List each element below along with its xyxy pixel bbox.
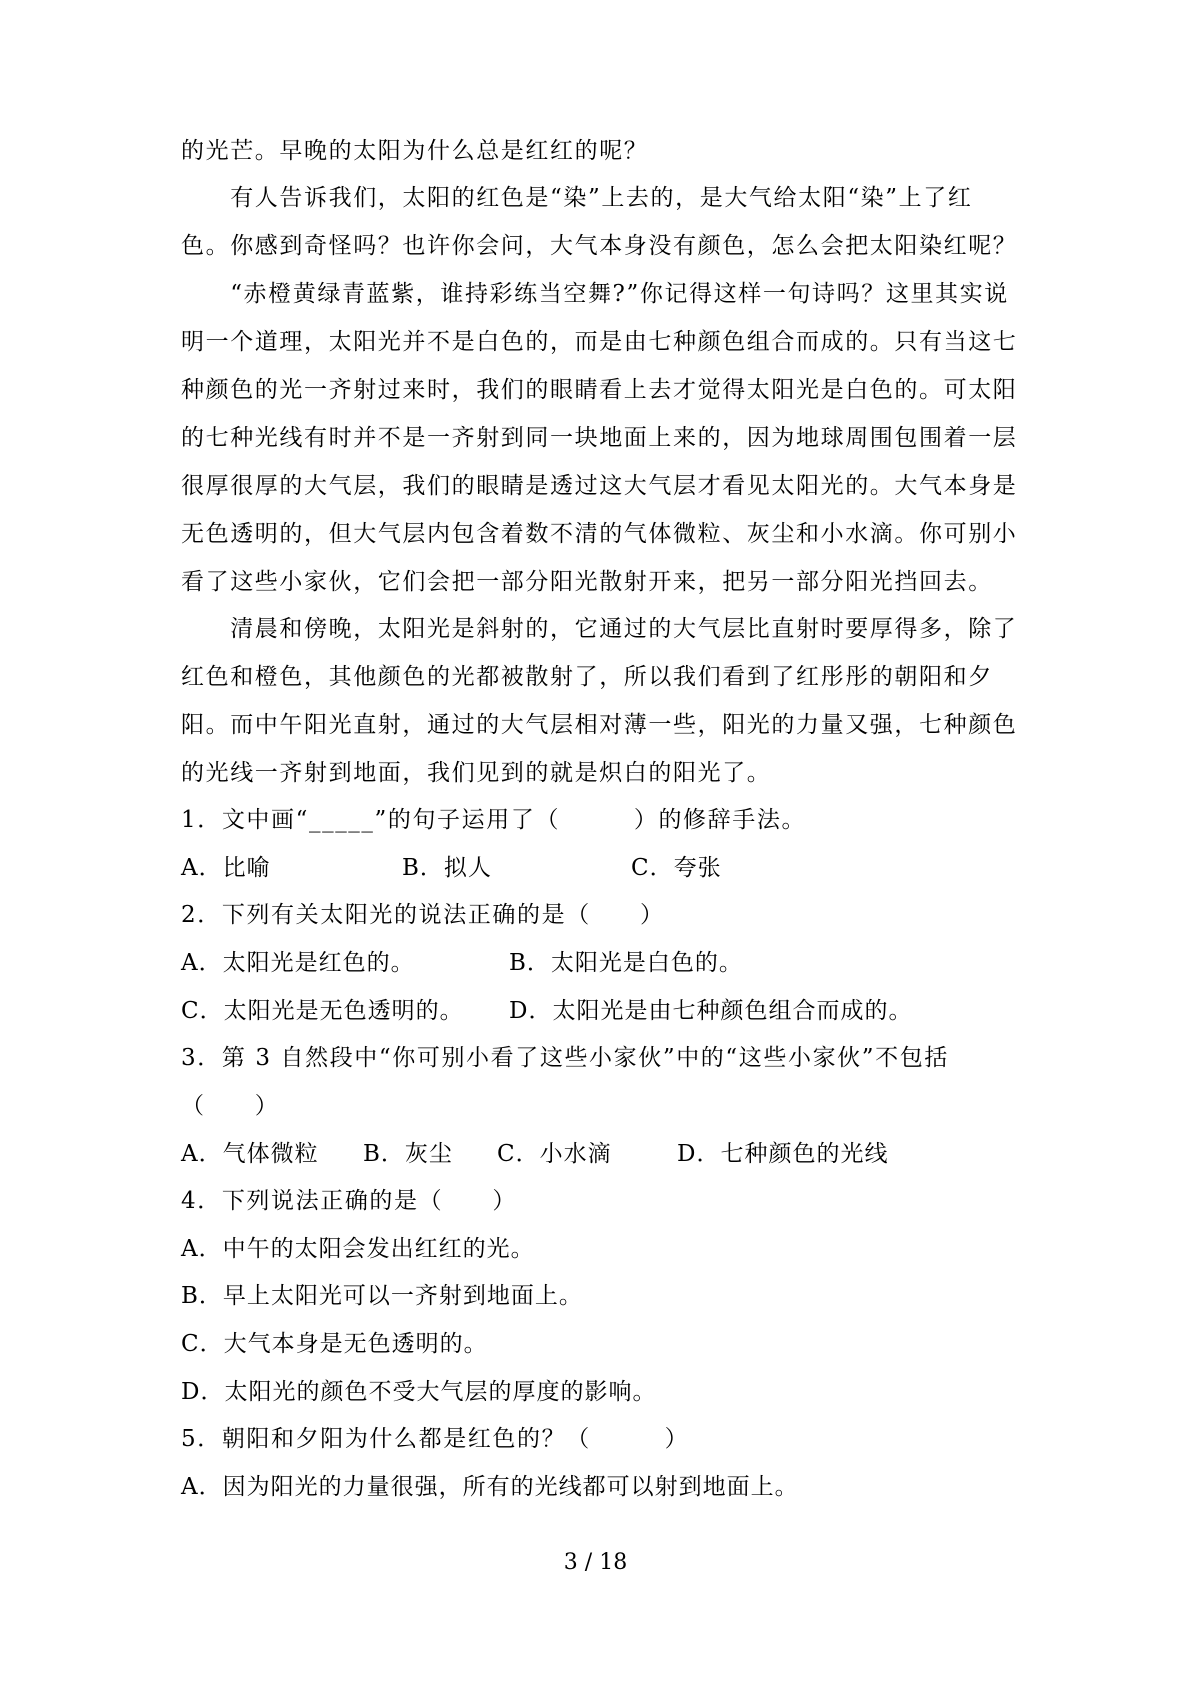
passage-line: 很厚很厚的大气层，我们的眼睛是透过这大气层才看见太阳光的。大气本身是 xyxy=(181,473,1018,499)
question-1-option-b: B．拟人 xyxy=(402,855,492,881)
passage-line: 种颜色的光一齐射过来时，我们的眼睛看上去才觉得太阳光是白色的。可太阳 xyxy=(181,377,1018,403)
question-4-option-c: C．大气本身是无色透明的。 xyxy=(181,1331,488,1357)
question-3-stem: 3．第 3 自然段中“你可别小看了这些小家伙”中的“这些小家伙”不包括 xyxy=(181,1045,949,1071)
passage-line: 的七种光线有时并不是一齐射到同一块地面上来的，因为地球周围包围着一层 xyxy=(181,425,1018,451)
question-5-option-a: A．因为阳光的力量很强，所有的光线都可以射到地面上。 xyxy=(181,1474,799,1500)
question-4-stem: 4．下列说法正确的是（ ） xyxy=(181,1188,518,1214)
passage-line: 红色和橙色，其他颜色的光都被散射了，所以我们看到了红彤彤的朝阳和夕 xyxy=(181,664,993,690)
question-2-option-c: C．太阳光是无色透明的。 xyxy=(181,998,464,1024)
passage-line: 的光线一齐射到地面，我们见到的就是炽白的阳光了。 xyxy=(181,760,772,786)
question-2-option-a: A．太阳光是红色的。 xyxy=(181,950,415,976)
question-5-stem: 5．朝阳和夕阳为什么都是红色的？（ ） xyxy=(181,1426,690,1452)
question-4-option-b: B．早上太阳光可以一齐射到地面上。 xyxy=(181,1283,583,1309)
question-2-option-d: D．太阳光是由七种颜色组合而成的。 xyxy=(509,998,913,1024)
passage-line: 的光芒。早晚的太阳为什么总是红红的呢？ xyxy=(181,138,649,164)
passage-line: 明一个道理，太阳光并不是白色的，而是由七种颜色组合而成的。只有当这七 xyxy=(181,329,1018,355)
passage-line: 有人告诉我们，太阳的红色是“染”上去的，是大气给太阳“染”上了红 xyxy=(181,185,973,211)
question-3-option-b: B．灰尘 xyxy=(363,1141,453,1167)
question-3-option-c: C．小水滴 xyxy=(497,1141,612,1167)
passage-line: “赤橙黄绿青蓝紫，谁持彩练当空舞?”你记得这样一句诗吗？这里其实说 xyxy=(181,281,1009,307)
question-1-option-a: A．比喻 xyxy=(181,855,271,881)
passage-line: 阳。而中午阳光直射，通过的大气层相对薄一些，阳光的力量又强，七种颜色 xyxy=(181,712,1018,738)
question-4-option-a: A．中午的太阳会发出红红的光。 xyxy=(181,1236,535,1262)
question-3-stem-continued: （ ） xyxy=(181,1093,280,1119)
passage-line: 清晨和傍晚，太阳光是斜射的，它通过的大气层比直射时要厚得多，除了 xyxy=(181,616,1018,642)
question-3-option-a: A．气体微粒 xyxy=(181,1141,319,1167)
passage-line: 无色透明的，但大气层内包含着数不清的气体微粒、灰尘和小水滴。你可别小 xyxy=(181,521,1018,547)
question-4-option-d: D．太阳光的颜色不受大气层的厚度的影响。 xyxy=(181,1379,657,1405)
passage-line: 色。你感到奇怪吗？也许你会问，大气本身没有颜色，怎么会把太阳染红呢？ xyxy=(181,233,1018,259)
question-3-option-d: D．七种颜色的光线 xyxy=(677,1141,889,1167)
question-2-stem: 2．下列有关太阳光的说法正确的是（ ） xyxy=(181,902,665,928)
page-number: 3 / 18 xyxy=(563,1550,628,1575)
question-2-option-b: B．太阳光是白色的。 xyxy=(509,950,743,976)
question-1-option-c: C．夸张 xyxy=(631,855,722,881)
passage-line: 看了这些小家伙，它们会把一部分阳光散射开来，把另一部分阳光挡回去。 xyxy=(181,569,993,595)
question-1-stem: 1．文中画“_____”的句子运用了（ ）的修辞手法。 xyxy=(181,807,807,833)
